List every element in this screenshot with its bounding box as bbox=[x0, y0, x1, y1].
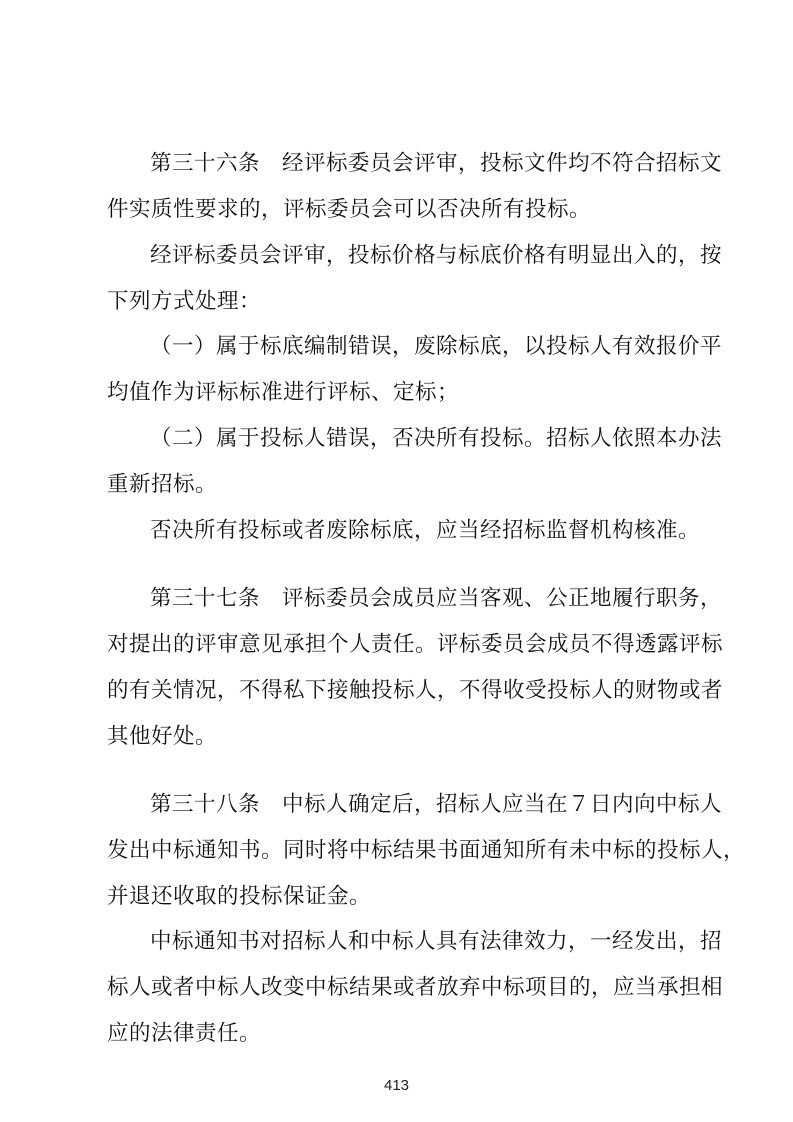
article-36-paragraph-2-line-2: 下列方式处理： bbox=[107, 289, 262, 314]
article-38-paragraph-1-line-1: 第三十八条 中标人确定后，招标人应当在７日内向中标人 bbox=[150, 792, 723, 817]
article-38-paragraph-2-line-3: 应的法律责任。 bbox=[107, 1021, 262, 1046]
article-38-paragraph-2-line-2: 标人或者中标人改变中标结果或者放弃中标项目的，应当承担相 bbox=[107, 975, 724, 1000]
article-37-line-3: 的有关情况，不得私下接触投标人，不得收受投标人的财物或者 bbox=[107, 678, 724, 703]
page-number: 413 bbox=[383, 1077, 410, 1094]
article-37-line-1: 第三十七条 评标委员会成员应当客观、公正地履行职务， bbox=[150, 586, 723, 611]
article-38-paragraph-2-line-1: 中标通知书对招标人和中标人具有法律效力，一经发出，招 bbox=[150, 929, 723, 954]
article-38-paragraph-1-line-2: 发出中标通知书。同时将中标结果书面通知所有未中标的投标人， bbox=[107, 838, 746, 863]
article-36-paragraph-1-line-1: 第三十六条 经评标委员会评审，投标文件均不符合招标文 bbox=[150, 151, 723, 176]
article-38-paragraph-1-line-3: 并退还收取的投标保证金。 bbox=[107, 884, 372, 909]
article-36-paragraph-1-line-2: 件实质性要求的，评标委员会可以否决所有投标。 bbox=[107, 197, 592, 222]
article-36-paragraph-3: 否决所有投标或者废除标底，应当经招标监督机构核准。 bbox=[150, 518, 701, 543]
article-37-line-2: 对提出的评审意见承担个人责任。评标委员会成员不得透露评标 bbox=[107, 632, 724, 657]
article-36-item-2-line-2: 重新招标。 bbox=[107, 472, 218, 497]
article-36-item-2-line-1: （二）属于投标人错误，否决所有投标。招标人依照本办法 bbox=[150, 426, 723, 451]
article-36-paragraph-2-line-1: 经评标委员会评审，投标价格与标底价格有明显出入的，按 bbox=[150, 243, 723, 268]
article-36-item-1-line-2: 均值作为评标标准进行评标、定标； bbox=[107, 380, 460, 405]
article-36-item-1-line-1: （一）属于标底编制错误，废除标底，以投标人有效报价平 bbox=[150, 334, 723, 359]
article-37-line-4: 其他好处。 bbox=[107, 724, 218, 749]
